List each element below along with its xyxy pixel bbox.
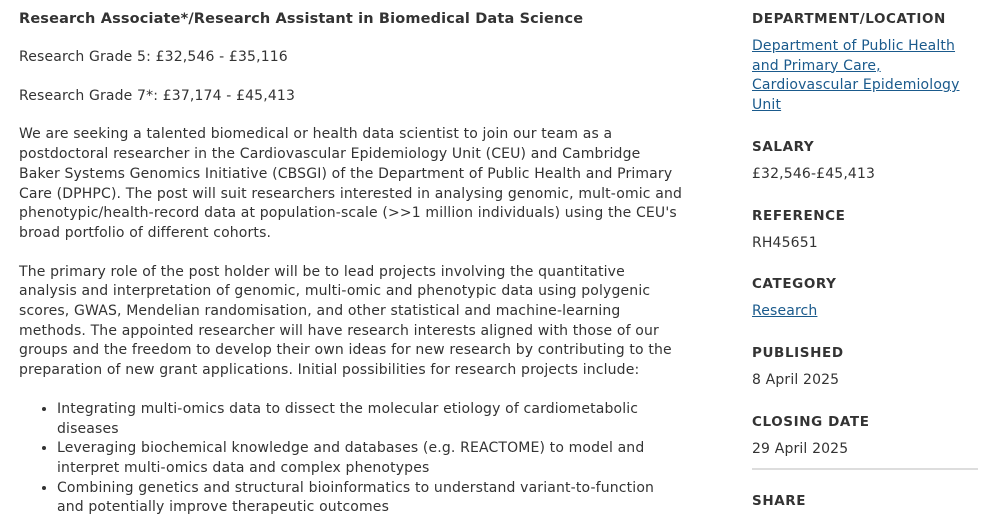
reference-group: [752, 206, 980, 254]
job-title: Research Associate*/Research Assistant in Biomedical Data Science: [19, 11, 584, 27]
reference-value: RH45651: [752, 234, 818, 251]
department-label: DEPARTMENT/LOCATION: [752, 11, 946, 27]
salary-group: [752, 137, 980, 185]
list-item: • Leveraging biochemical knowledge and databases (e.g. REACTOME) to model and interpret multi-omics data and complex phenotypes: [57, 439, 684, 478]
job-description: [19, 9, 684, 518]
department-group: [752, 9, 980, 116]
salary-value: £32,546-£45,413: [752, 165, 876, 182]
intro-paragraph: We are seeking a talented biomedical or health data scientist to join our team as a postdoctoral researcher in the Cardiovascular Epidemiology Unit (CEU) and Cambridge Baker Systems Genomics Initiative (CBSGI) of the Department of Public Health and Primary Care (DPHPC). The post will suit researchers interested in analysing genomic, mult-omic and phenotypic/health-record data at population-scale (>>1 million individuals) using the CEU's broad portfolio of different cohorts.: [19, 126, 683, 241]
projects-list: [19, 400, 684, 518]
category-link[interactable]: Research: [752, 303, 818, 320]
share-label: SHARE: [752, 493, 807, 510]
salary-label: SALARY: [752, 138, 815, 155]
reference-label: REFERENCE: [752, 207, 846, 224]
published-value: 8 April 2025: [752, 371, 840, 388]
published-group: [752, 343, 980, 391]
grade-7-salary: Research Grade 7*: £37,174 - £45,413: [19, 87, 296, 104]
department-link[interactable]: Department of Public Health and Primary Care, Cardiovascular Epidemiology Unit: [752, 38, 960, 114]
closing-date-label: CLOSING DATE: [752, 413, 870, 430]
category-label: CATEGORY: [752, 276, 837, 293]
published-label: PUBLISHED: [752, 344, 844, 361]
grade-5-salary: Research Grade 5: £32,546 - £35,116: [19, 49, 288, 65]
closing-date-value: 29 April 2025: [752, 440, 849, 457]
closing-group: [752, 412, 980, 460]
list-item: • Integrating multi-omics data to dissect the molecular etiology of cardiometabolic diseases: [57, 400, 684, 439]
sidebar-divider: [752, 468, 978, 470]
role-paragraph: The primary role of the post holder will be to lead projects involving the quantitative analysis and interpretation of genomic, multi-omic and phenotypic data using polygenic scores, GWAS, Mendelian randomisation, and other statistical and machine-learning methods. The appointed researcher will have research interests aligned with those of our groups and the freedom to develop their own ideas for new research by contributing to the preparation of new grant applications. Initial possibilities for research projects include:: [19, 263, 672, 379]
list-item: • Combining genetics and structural bioinformatics to understand variant-to-function and potentially improve therapeutic outcomes: [57, 479, 684, 518]
job-details-sidebar: [752, 9, 980, 511]
category-group: [752, 274, 980, 322]
